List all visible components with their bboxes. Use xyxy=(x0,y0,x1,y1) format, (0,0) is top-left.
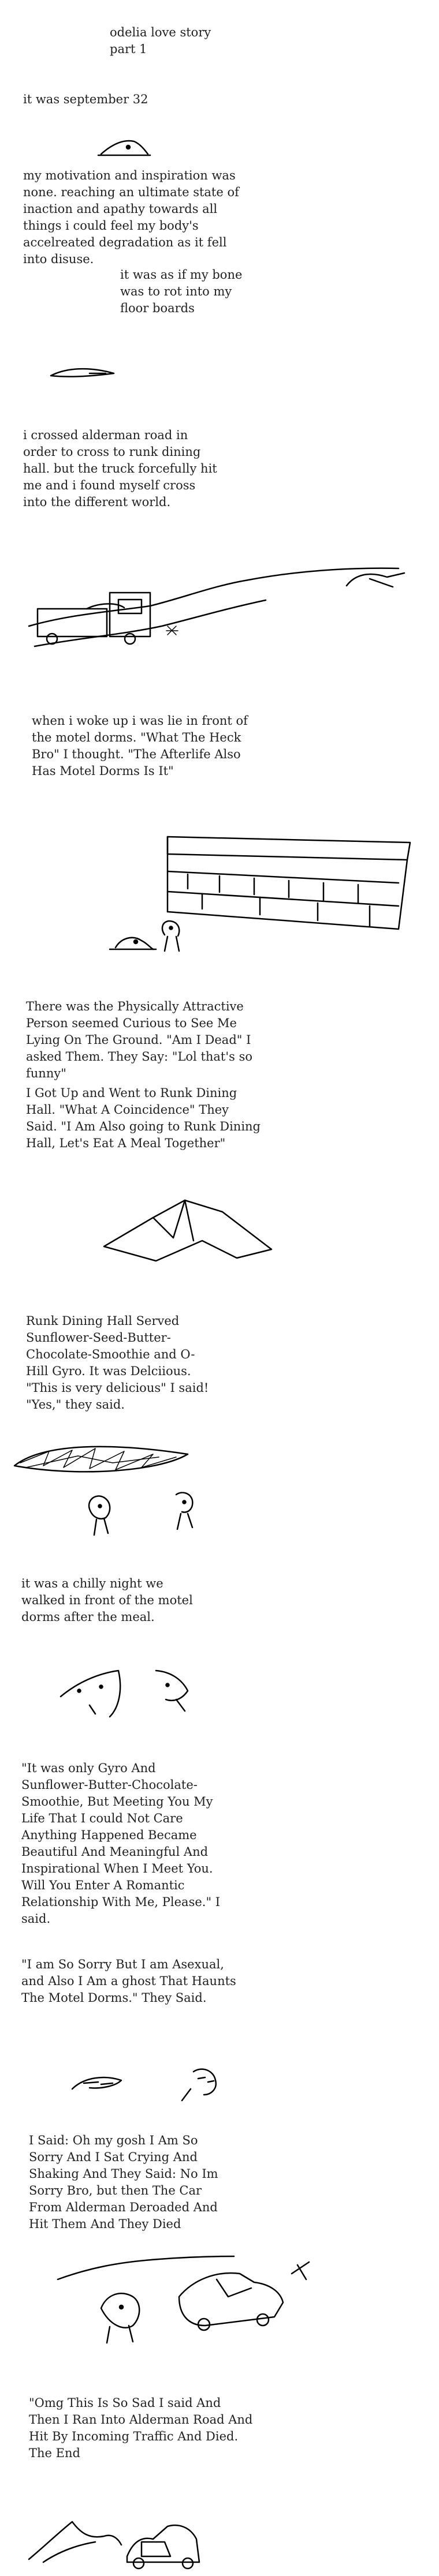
truck-road-scene xyxy=(23,551,427,667)
paragraph-11: "I am So Sorry But I am Asexual, and Also I Am a ghost That Haunts The Motel Dorms." They Said. xyxy=(21,1957,236,2005)
paragraph-6: There was the Physically Attractive Person seemed Curious to See Me Lying On The Ground. "Am I Dead" I asked Them. They Say: "Lol that's so funny" xyxy=(26,999,253,1080)
paragraph-5: when i woke up i was lie in front of the motel dorms. "What The Heck Bro" I thought. "The Afterlife Also Has Motel Dorms Is It" xyxy=(32,714,248,778)
motel-dorms-scene xyxy=(87,819,422,969)
paragraph-10: "It was only Gyro And Sunflower-Butter-Chocolate- Smoothie, But Meeting You My Life That I could Not Care Anything Happened Became Beautiful And Meaningful And Inspirational When I Meet You. Will You Enter A Romantic Relationship With Me, Please." I said. xyxy=(21,1761,221,1926)
truck-final-scene xyxy=(26,2481,269,2574)
paragraph-1: it was september 32 xyxy=(23,92,148,106)
car-hits-figure-scene xyxy=(55,2239,344,2366)
blob-on-floor-icon xyxy=(98,136,150,159)
paragraph-3: it was as if my bone was to rot into my floor boards xyxy=(120,268,243,315)
meal-scribble-with-two-faces xyxy=(9,1440,205,1549)
paragraph-12: I Said: Oh my gosh I Am So Sorry And I Sat Crying And Shaking And They Said: No Im Sorry Bro, but then The Car From Alderman Deroaded And Hit Them And They Died xyxy=(29,2133,218,2231)
paragraph-13: "Omg This Is So Sad I said And Then I Ran Into Alderman Road And Hit By Incoming Traffic And Died. The End xyxy=(29,2396,253,2460)
flat-blob-icon xyxy=(49,361,118,384)
dining-hall-pyramid xyxy=(98,1186,289,1272)
story-title: odelia love story part 1 xyxy=(110,25,211,56)
paragraph-2: my motivation and inspiration was none. reaching an ultimate state of inaction and apathy towards all things i could feel my body's accelreated degradation as it fell into disuse. xyxy=(23,169,239,266)
crying-faces xyxy=(66,2054,240,2118)
paragraph-8: Runk Dining Hall Served Sunflower-Seed-Butter- Chocolate-Smoothie and O- Hill Gyro. It was Delciious. "This is very delicious" I said! "Yes," they said. xyxy=(26,1314,209,1411)
two-faces-night xyxy=(55,1659,228,1734)
paragraph-4: i crossed alderman road in order to cross to runk dining hall. but the truck forcefully hit me and i found myself cross into the different world. xyxy=(23,428,217,509)
paragraph-9: it was a chilly night we walked in front of the motel dorms after the meal. xyxy=(21,1577,193,1624)
paragraph-7: I Got Up and Went to Runk Dining Hall. "What A Coincidence" They Said. "I Am Also going to Runk Dining Hall, Let's Eat A Meal Together" xyxy=(26,1086,261,1150)
